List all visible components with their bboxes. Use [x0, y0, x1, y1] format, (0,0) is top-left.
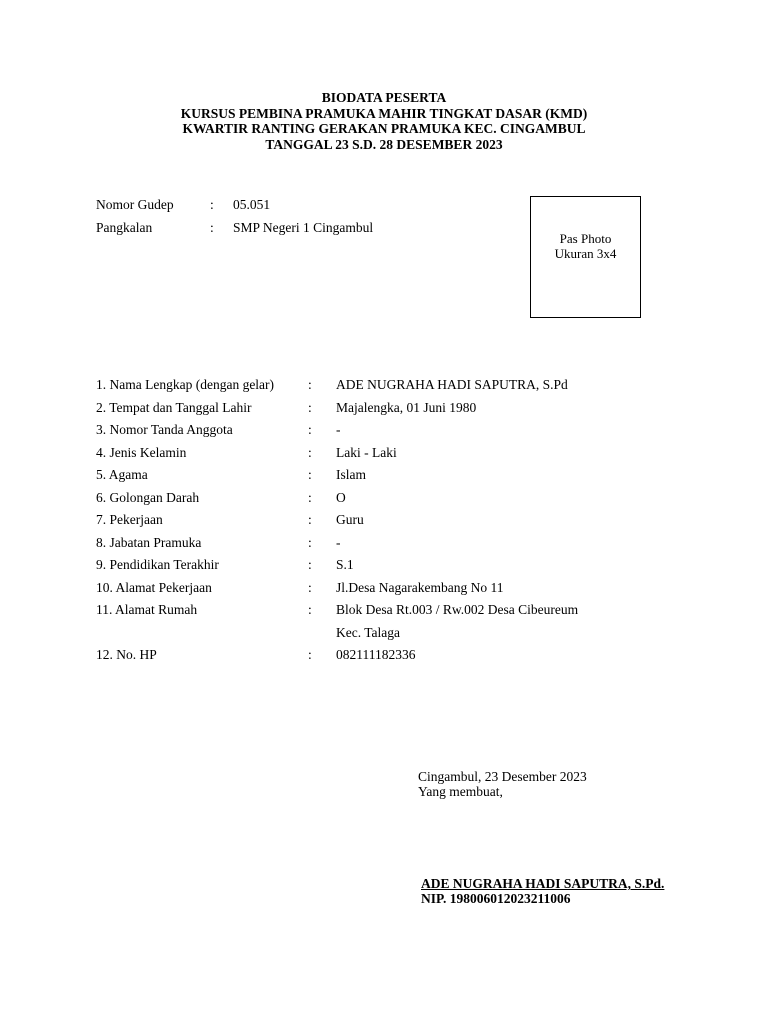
field-colon: :: [308, 534, 312, 550]
field-label: 12. No. HP: [96, 647, 157, 662]
field-value: ADE NUGRAHA HADI SAPUTRA, S.Pd: [336, 377, 568, 392]
info-colon: :: [210, 197, 214, 212]
place-date: Cingambul, 23 Desember 2023: [418, 769, 587, 784]
field-colon: :: [308, 444, 312, 460]
signer-block: [421, 876, 664, 906]
photo-label-line-1: Pas Photo: [559, 231, 612, 246]
field-label: 3. Nomor Tanda Anggota: [96, 422, 233, 437]
field-label: 5. Agama: [96, 467, 148, 482]
field-label: 7. Pekerjaan: [96, 512, 163, 527]
title-line-3: KWARTIR RANTING GERAKAN PRAMUKA KEC. CINGAMBUL: [182, 121, 586, 136]
field-colon: :: [308, 602, 312, 617]
signer-nip: NIP. 198006012023211006: [421, 891, 571, 906]
field-row: [96, 489, 716, 512]
field-row: [96, 466, 716, 489]
field-label: 11. Alamat Rumah: [96, 602, 198, 617]
field-label: 4. Jenis Kelamin: [96, 444, 187, 460]
field-value: Islam: [336, 467, 366, 482]
field-value: Kec. Talaga: [336, 624, 401, 640]
field-colon: :: [308, 377, 312, 392]
info-label: Nomor Gudep: [96, 197, 174, 212]
title-line-1: BIODATA PESERTA: [321, 90, 447, 105]
field-colon: :: [308, 399, 312, 415]
info-label: Pangkalan: [96, 219, 153, 235]
field-row: [96, 421, 716, 444]
field-value: Guru: [336, 512, 364, 527]
field-row: [96, 556, 716, 579]
field-row: [96, 399, 716, 422]
field-value: -: [336, 534, 341, 550]
field-row: [96, 511, 716, 534]
field-label: 9. Pendidikan Terakhir: [96, 557, 219, 572]
field-colon: :: [308, 579, 312, 595]
field-label: 1. Nama Lengkap (dengan gelar): [96, 377, 275, 392]
field-value: Jl.Desa Nagarakembang No 11: [336, 579, 504, 595]
field-row: [96, 579, 716, 602]
field-colon: :: [308, 422, 312, 437]
field-value: Blok Desa Rt.003 / Rw.002 Desa Cibeureum: [336, 602, 579, 617]
field-value: 082111182336: [336, 647, 416, 662]
field-colon: :: [308, 489, 312, 505]
field-colon: :: [308, 557, 312, 572]
photo-label-line-2: Ukuran 3x4: [554, 246, 617, 261]
signature-place-date: [418, 769, 587, 799]
participant-biodata: [96, 376, 716, 669]
field-label: 8. Jabatan Pramuka: [96, 534, 202, 550]
made-by-label: Yang membuat,: [418, 784, 503, 799]
field-row-continuation: [96, 624, 716, 647]
info-value: SMP Negeri 1 Cingambul: [233, 219, 374, 235]
field-row: [96, 534, 716, 557]
field-row: [96, 601, 716, 624]
photo-placeholder-box: [530, 196, 641, 318]
field-colon: :: [308, 467, 312, 482]
field-value: -: [336, 422, 341, 437]
title-line-2: KURSUS PEMBINA PRAMUKA MAHIR TINGKAT DASAR (KMD): [180, 105, 588, 121]
field-value: O: [336, 489, 346, 505]
field-value: S.1: [336, 557, 354, 572]
field-value: Majalengka, 01 Juni 1980: [336, 399, 477, 415]
signer-name: ADE NUGRAHA HADI SAPUTRA, S.Pd.: [421, 876, 665, 891]
info-colon: :: [210, 219, 214, 235]
document-title: [0, 90, 768, 152]
field-colon: :: [308, 512, 312, 527]
field-colon: :: [308, 647, 312, 662]
field-row: [96, 444, 716, 467]
field-label: 10. Alamat Pekerjaan: [96, 579, 212, 595]
field-row: [96, 376, 716, 399]
field-label: 2. Tempat dan Tanggal Lahir: [96, 399, 252, 415]
info-value: 05.051: [233, 197, 271, 212]
field-row: [96, 646, 716, 669]
field-value: Laki - Laki: [336, 444, 397, 460]
title-line-4: TANGGAL 23 S.D. 28 DESEMBER 2023: [265, 136, 503, 152]
field-label: 6. Golongan Darah: [96, 489, 200, 505]
